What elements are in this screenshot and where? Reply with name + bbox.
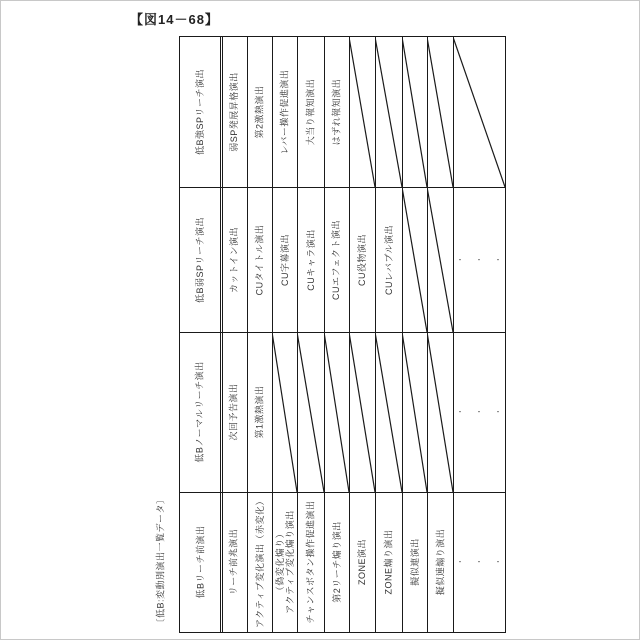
- effect-cell-text: ZONE煽り演出: [383, 529, 394, 595]
- effect-cell: [247, 187, 272, 332]
- slash-line: [427, 37, 453, 187]
- effect-cell-text: ZONE演出: [357, 538, 368, 586]
- row-header-text: 低Bノーマルリーチ演出: [195, 361, 206, 463]
- empty-slash-cell: [427, 332, 453, 492]
- effect-cell-text: CUエフェクト演出: [331, 219, 342, 300]
- effect-cell-text: CU字幕演出: [279, 233, 290, 286]
- effect-cell: [324, 492, 349, 632]
- empty-slash-cell: [349, 332, 375, 492]
- effect-cell-text: 大当り報知演出: [305, 78, 316, 146]
- slash-line: [402, 332, 427, 492]
- effect-list-table: [179, 36, 514, 633]
- ellipsis-dots: ・・・: [456, 409, 514, 416]
- effect-cell: [349, 187, 375, 332]
- effect-cell: [247, 332, 272, 492]
- row-header-cell: [180, 492, 220, 632]
- effect-cell-text: CU役物演出: [357, 233, 367, 286]
- effect-cell: [220, 332, 247, 492]
- effect-cell-text: 擬似連煽り演出: [435, 528, 446, 596]
- row-header-cell: [180, 332, 220, 492]
- effect-cell-text: [275, 510, 295, 614]
- effect-cell: [272, 492, 297, 632]
- row-header-cell: [180, 187, 220, 332]
- ellipsis-dots: ・・・: [456, 559, 514, 566]
- row-header-text: 低B弱SPリーチ演出: [195, 216, 206, 303]
- effect-cell-text: 弱SP発展昇格演出: [228, 72, 239, 152]
- slash-line: [272, 332, 297, 492]
- slash-line: [427, 187, 453, 332]
- effect-cell: [220, 187, 247, 332]
- table-caption-text: 〔低B:変動別演出一覧データ〕: [155, 494, 166, 628]
- empty-slash-cell: [324, 332, 349, 492]
- slash-line: [324, 332, 349, 492]
- effect-cell: [220, 37, 247, 187]
- effect-cell-text: CUレバブル演出: [383, 224, 394, 295]
- effect-cell-maintext: アクティブ変化煽り演出: [284, 510, 295, 614]
- effect-cell-text: アクティブ変化演出（赤変化）: [254, 495, 265, 629]
- slash-line: [453, 37, 505, 187]
- row-header-text: 低Bリーチ前演出: [195, 525, 206, 599]
- effect-cell: [427, 492, 453, 632]
- ellipsis-dots: ・・・: [456, 256, 514, 264]
- effect-cell: [375, 187, 402, 332]
- effect-cell: [297, 37, 324, 187]
- empty-slash-cell: [297, 332, 324, 492]
- effect-cell-text: チャンスボタン操作促進演出: [305, 500, 316, 624]
- effect-cell: [272, 37, 297, 187]
- empty-slash-cell: [427, 187, 453, 332]
- figure-label: 【図14－68】: [130, 12, 219, 27]
- empty-slash-cell: [272, 332, 297, 492]
- empty-slash-cell: [402, 332, 427, 492]
- empty-slash-cell: [427, 37, 453, 187]
- effect-cell-text: 第2リーチ煽り演出: [331, 521, 342, 603]
- effect-cell: [247, 37, 272, 187]
- effect-cell: [349, 492, 375, 632]
- effect-cell: [247, 492, 272, 632]
- empty-slash-cell: [375, 37, 402, 187]
- effect-cell-text: CUキャラ演出: [305, 228, 316, 291]
- effect-cell: [272, 187, 297, 332]
- effect-cell-text: カットイン演出: [228, 226, 239, 293]
- row-header-cell: [180, 37, 220, 187]
- slash-line: [375, 332, 402, 492]
- effect-cell-text: 第2激熱演出: [254, 85, 265, 139]
- slash-line: [402, 37, 427, 187]
- empty-slash-cell: [402, 187, 427, 332]
- effect-cell-text: リーチ前兆演出: [228, 528, 239, 596]
- empty-slash-cell: [402, 37, 427, 187]
- effect-cell-text: 第1激熱演出: [254, 385, 265, 439]
- slash-line: [349, 332, 375, 492]
- effect-cell: [375, 492, 402, 632]
- row-header-text: 低B強SPリーチ演出: [195, 68, 206, 156]
- slash-line: [349, 37, 375, 187]
- slash-line: [402, 187, 427, 332]
- table-caption: [149, 488, 171, 634]
- effect-cell: [324, 187, 349, 332]
- empty-slash-cell: [375, 332, 402, 492]
- ellipsis-cell: [453, 492, 514, 632]
- effect-cell: [324, 37, 349, 187]
- ellipsis-cell: [453, 187, 514, 332]
- effect-cell: [297, 492, 324, 632]
- effect-cell-text: 次回予告演出: [228, 383, 239, 441]
- effect-cell: [220, 492, 247, 632]
- empty-slash-cell: [349, 37, 375, 187]
- effect-cell-text: はずれ報知演出: [331, 78, 342, 146]
- empty-slash-cell: [453, 37, 505, 187]
- effect-cell: [297, 187, 324, 332]
- slash-line: [427, 332, 453, 492]
- effect-cell: [402, 492, 427, 632]
- effect-cell-text: CUタイトル演出: [254, 224, 265, 295]
- effect-cell-text: レバー操作促進演出: [279, 69, 290, 155]
- slash-line: [375, 37, 402, 187]
- effect-cell-text: 擬似連演出: [409, 538, 420, 586]
- slash-line: [297, 332, 324, 492]
- ellipsis-cell: [453, 332, 514, 492]
- effect-cell-subtext: （偽変化煽り）: [274, 528, 285, 596]
